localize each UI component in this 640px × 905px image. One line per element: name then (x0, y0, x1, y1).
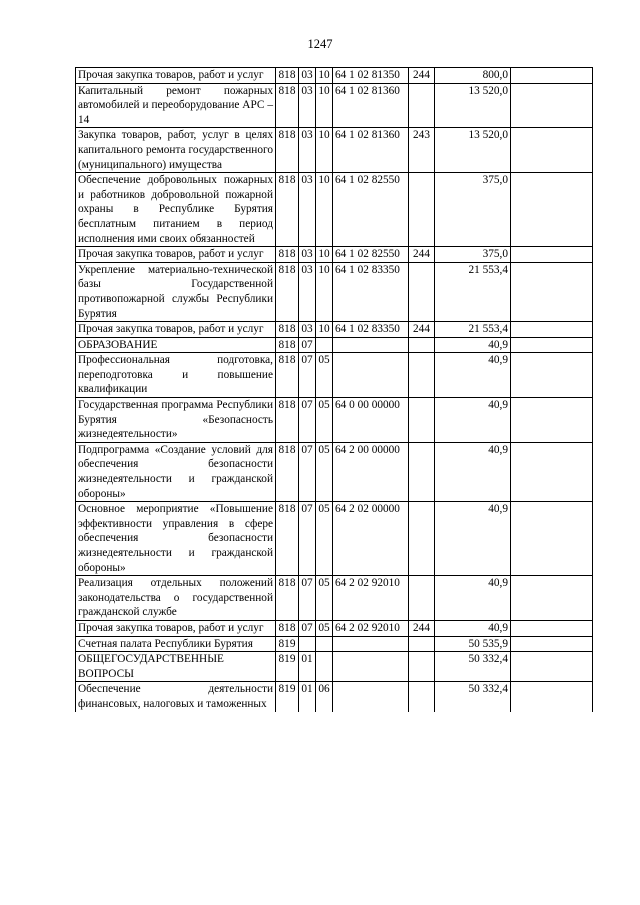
expense-type-code (409, 173, 435, 247)
table-row (76, 652, 593, 682)
target-article-code: 64 1 02 81360 (333, 83, 409, 128)
expense-type-code (409, 576, 435, 621)
section-code: 03 (299, 83, 316, 128)
extra-column-cell (511, 442, 593, 501)
item-name: Закупка товаров, работ, услуг в целях капитального ремонта государственного (муниципального) имущества (76, 128, 276, 173)
expense-type-code (409, 502, 435, 576)
target-article-code (333, 652, 409, 682)
section-code (299, 636, 316, 652)
ministry-code: 818 (276, 502, 299, 576)
amount: 50 332,4 (435, 652, 511, 682)
item-name: Прочая закупка товаров, работ и услуг (76, 247, 276, 263)
ministry-code: 818 (276, 247, 299, 263)
amount: 13 520,0 (435, 128, 511, 173)
extra-column-cell (511, 128, 593, 173)
table-row (76, 247, 593, 263)
table-row (76, 398, 593, 443)
subsection-code: 10 (316, 68, 333, 84)
item-name: Счетная палата Республики Бурятия (76, 636, 276, 652)
table-row (76, 173, 593, 247)
amount: 40,9 (435, 502, 511, 576)
target-article-code: 64 1 02 83350 (333, 262, 409, 321)
amount: 40,9 (435, 337, 511, 353)
amount: 21 553,4 (435, 262, 511, 321)
section-code: 07 (299, 353, 316, 398)
item-name: ОБЩЕГОСУДАРСТВЕННЫЕ ВОПРОСЫ (76, 652, 276, 682)
table-row (76, 636, 593, 652)
section-code: 07 (299, 398, 316, 443)
section-code: 03 (299, 173, 316, 247)
ministry-code: 818 (276, 620, 299, 636)
amount: 375,0 (435, 247, 511, 263)
table-row (76, 620, 593, 636)
target-article-code: 64 1 02 83350 (333, 322, 409, 338)
table-row (76, 353, 593, 398)
target-article-code: 64 1 02 81360 (333, 128, 409, 173)
amount: 800,0 (435, 68, 511, 84)
subsection-code: 10 (316, 128, 333, 173)
item-name: Укрепление материально-технической базы Государственной противопожарной службы Республики Бурятия (76, 262, 276, 321)
extra-column-cell (511, 262, 593, 321)
expense-type-code: 244 (409, 620, 435, 636)
extra-column-cell (511, 620, 593, 636)
subsection-code: 10 (316, 173, 333, 247)
extra-column-cell (511, 353, 593, 398)
ministry-code: 818 (276, 353, 299, 398)
table-row (76, 502, 593, 576)
section-code: 07 (299, 576, 316, 621)
target-article-code: 64 2 00 00000 (333, 442, 409, 501)
target-article-code: 64 1 02 82550 (333, 247, 409, 263)
item-name: ОБРАЗОВАНИЕ (76, 337, 276, 353)
amount: 40,9 (435, 620, 511, 636)
extra-column-cell (511, 682, 593, 712)
amount: 40,9 (435, 576, 511, 621)
section-code: 07 (299, 337, 316, 353)
ministry-code: 818 (276, 442, 299, 501)
item-name: Государственная программа Республики Бурятия «Безопасность жизнедеятельности» (76, 398, 276, 443)
expense-type-code (409, 262, 435, 321)
section-code: 03 (299, 128, 316, 173)
item-name: Прочая закупка товаров, работ и услуг (76, 68, 276, 84)
section-code: 03 (299, 322, 316, 338)
target-article-code: 64 2 02 92010 (333, 576, 409, 621)
subsection-code: 05 (316, 620, 333, 636)
table-row (76, 322, 593, 338)
item-name: Подпрограмма «Создание условий для обеспечения безопасности жизнедеятельности и гражданской обороны» (76, 442, 276, 501)
table-row (76, 682, 593, 712)
expense-type-code: 244 (409, 68, 435, 84)
amount: 40,9 (435, 442, 511, 501)
table-row (76, 442, 593, 501)
target-article-code (333, 636, 409, 652)
item-name: Обеспечение деятельности финансовых, налоговых и таможенных (76, 682, 276, 712)
table-row (76, 337, 593, 353)
subsection-code: 05 (316, 398, 333, 443)
item-name: Обеспечение добровольных пожарных и работников добровольной пожарной охраны в Республике Бурятия бесплатным питанием в период исполнения ими своих обязанностей (76, 173, 276, 247)
table-row (76, 262, 593, 321)
target-article-code: 64 2 02 00000 (333, 502, 409, 576)
expense-type-code (409, 353, 435, 398)
table-row (76, 128, 593, 173)
expense-type-code (409, 652, 435, 682)
ministry-code: 818 (276, 337, 299, 353)
extra-column-cell (511, 652, 593, 682)
expense-type-code: 244 (409, 247, 435, 263)
amount: 13 520,0 (435, 83, 511, 128)
subsection-code: 10 (316, 322, 333, 338)
section-code: 01 (299, 682, 316, 712)
subsection-code: 05 (316, 576, 333, 621)
extra-column-cell (511, 398, 593, 443)
expense-type-code (409, 398, 435, 443)
item-name: Капитальный ремонт пожарных автомобилей и переоборудование АРС – 14 (76, 83, 276, 128)
extra-column-cell (511, 502, 593, 576)
section-code: 03 (299, 262, 316, 321)
subsection-code: 05 (316, 353, 333, 398)
amount: 375,0 (435, 173, 511, 247)
amount: 50 535,9 (435, 636, 511, 652)
amount: 21 553,4 (435, 322, 511, 338)
expense-type-code (409, 337, 435, 353)
extra-column-cell (511, 83, 593, 128)
ministry-code: 818 (276, 128, 299, 173)
subsection-code (316, 636, 333, 652)
ministry-code: 818 (276, 398, 299, 443)
item-name: Реализация отдельных положений законодательства о государственной гражданской службе (76, 576, 276, 621)
target-article-code (333, 337, 409, 353)
subsection-code: 10 (316, 83, 333, 128)
item-name: Основное мероприятие «Повышение эффективности управления в сфере обеспечения безопасности жизнедеятельности и гражданской обороны» (76, 502, 276, 576)
expense-type-code (409, 83, 435, 128)
target-article-code (333, 682, 409, 712)
extra-column-cell (511, 337, 593, 353)
amount: 40,9 (435, 398, 511, 443)
ministry-code: 818 (276, 262, 299, 321)
page-number: 1247 (307, 37, 333, 51)
budget-table (75, 67, 593, 712)
item-name: Прочая закупка товаров, работ и услуг (76, 322, 276, 338)
extra-column-cell (511, 636, 593, 652)
ministry-code: 819 (276, 636, 299, 652)
target-article-code: 64 2 02 92010 (333, 620, 409, 636)
ministry-code: 818 (276, 68, 299, 84)
ministry-code: 818 (276, 83, 299, 128)
section-code: 07 (299, 620, 316, 636)
table-row (76, 68, 593, 84)
subsection-code: 06 (316, 682, 333, 712)
expense-type-code: 244 (409, 322, 435, 338)
amount: 40,9 (435, 353, 511, 398)
item-name: Прочая закупка товаров, работ и услуг (76, 620, 276, 636)
target-article-code (333, 353, 409, 398)
expense-type-code (409, 636, 435, 652)
section-code: 01 (299, 652, 316, 682)
target-article-code: 64 0 00 00000 (333, 398, 409, 443)
section-code: 07 (299, 442, 316, 501)
table-body (76, 68, 593, 712)
item-name: Профессиональная подготовка, переподготовка и повышение квалификации (76, 353, 276, 398)
extra-column-cell (511, 576, 593, 621)
extra-column-cell (511, 322, 593, 338)
extra-column-cell (511, 68, 593, 84)
extra-column-cell (511, 173, 593, 247)
amount: 50 332,4 (435, 682, 511, 712)
section-code: 03 (299, 68, 316, 84)
subsection-code: 05 (316, 502, 333, 576)
table-row (76, 83, 593, 128)
subsection-code: 10 (316, 247, 333, 263)
section-code: 07 (299, 502, 316, 576)
ministry-code: 818 (276, 173, 299, 247)
subsection-code: 10 (316, 262, 333, 321)
target-article-code: 64 1 02 82550 (333, 173, 409, 247)
table-row (76, 576, 593, 621)
ministry-code: 818 (276, 576, 299, 621)
ministry-code: 818 (276, 322, 299, 338)
section-code: 03 (299, 247, 316, 263)
subsection-code (316, 652, 333, 682)
subsection-code: 05 (316, 442, 333, 501)
target-article-code: 64 1 02 81350 (333, 68, 409, 84)
subsection-code (316, 337, 333, 353)
expense-type-code (409, 682, 435, 712)
expense-type-code (409, 442, 435, 501)
ministry-code: 819 (276, 682, 299, 712)
extra-column-cell (511, 247, 593, 263)
ministry-code: 819 (276, 652, 299, 682)
expense-type-code: 243 (409, 128, 435, 173)
